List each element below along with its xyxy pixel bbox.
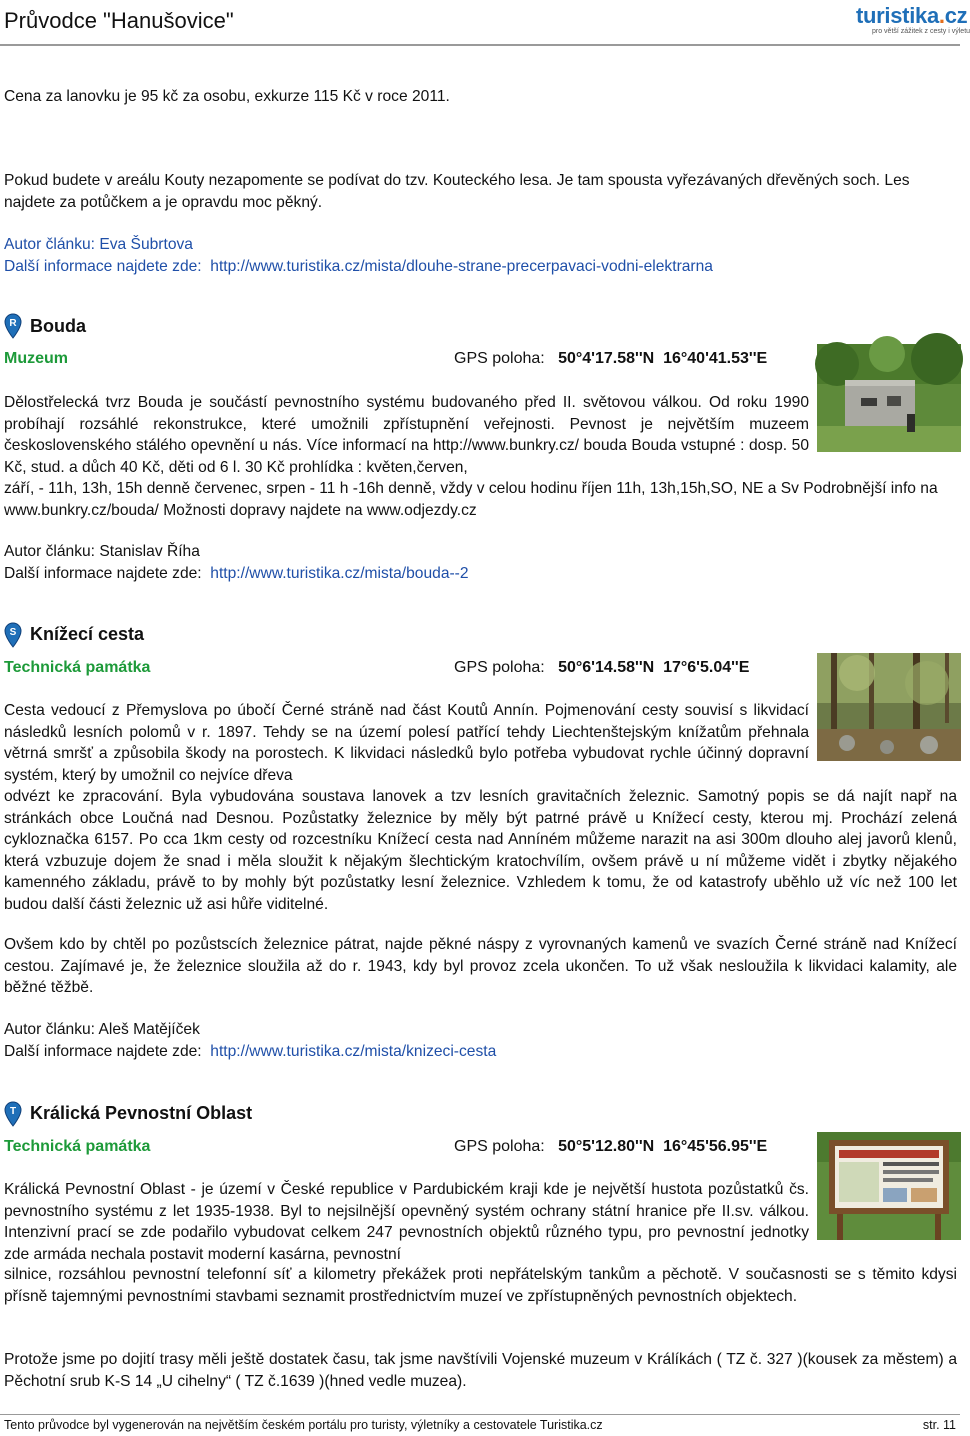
more-info-line <box>4 563 469 585</box>
footer-divider <box>0 1414 960 1415</box>
poi-title: Králická Pevnostní Oblast <box>30 1103 253 1123</box>
more-info-line <box>4 1041 496 1063</box>
kouty-tip: Pokud budete v areálu Kouty nezapomente se podívat do tzv. Kouteckého lesa. Je tam spousta vyřezávaných dřevěných soch. Les najdete za potůčkem a je opravdu moc pěkný. <box>4 172 910 211</box>
more-info-link[interactable]: http://www.turistika.cz/mista/dlouhe-strane-precerpavaci-vodni-elektrarna <box>210 258 713 275</box>
poi-description-2: Protože jsme po dojití trasy měli ještě dostatek času, tak jsme navštívili Vojenské muzeum v Králíkách ( TZ č. 327 )(kousek za městem) a Pěchotní srub K-S 14 „U cihelny“ ( TZ č.1639 )(hned vedle muzea). <box>4 1351 957 1390</box>
logo-wordmark: turistika.cz <box>856 3 968 28</box>
gps-position <box>454 1136 767 1158</box>
map-pin-icon <box>4 313 22 339</box>
map-pin-icon <box>4 1101 22 1127</box>
page-header <box>0 0 970 46</box>
poi-description-cont: září, - 11h, 13h, 15h denně červenec, srpen - 11 h -16h denně, vždy v celou hodinu říjen 11h, 13h,15h,SO, NE a Sv Podrobnější info na www.bunkry.cz/bouda/ Možnosti dopravy najdete na www.odjezdy.cz <box>4 480 938 519</box>
map-pin-icon <box>4 622 22 648</box>
poi-description-cont: odvézt ke zpracování. Byla vybudována soustava lanovek a tzv lesních gravitačních železnic. Samotný popis se dá najít např na stránkách obce Loučná nad Desnou. Pozůstatky železnice by měly být patrné právě u Knížecí cesty, kterou mj. Prochází zelená cykloznačka 6157. Po cca 1km cesty od rozcestníku Knížecí cesta nad Anníném můžeme narazit na asi 300m dlouho alej javorů klenů, která vzbuzuje dojem že snad i měla sloužit k nějakým šlechtickým kratochvílím, ovšem právě u ní můžeme vidět i zbytky nějakého kamenného základu, právě to by mohly být pozůstatky lesní železnice. Vzhledem k tomu, že od katastrofy uběhlo už víc než 100 let budou další části železnic už asi hůře viditelné. <box>4 788 957 913</box>
bunker-photo <box>817 344 961 452</box>
page-number: str. 11 <box>922 1418 956 1432</box>
poi-category: Technická památka <box>4 659 151 676</box>
header-divider <box>0 44 960 46</box>
more-info-link[interactable]: http://www.turistika.cz/mista/bouda--2 <box>210 565 469 582</box>
price-note: Cena za lanovku je 95 kč za osobu, exkurze 115 Kč v roce 2011. <box>4 88 450 105</box>
gps-label: GPS poloha: <box>454 350 545 367</box>
pin-letter: S <box>9 627 17 638</box>
more-info-link[interactable]: http://www.turistika.cz/mista/knizeci-cesta <box>210 1043 497 1060</box>
footer-note: Tento průvodce byl vygenerován na největším českém portálu pro turisty, výletníky a cestovatele Turistika.cz <box>4 1418 603 1432</box>
gps-latitude: 50°5'12.80''N <box>558 1138 655 1155</box>
gps-longitude: 17°6'5.04''E <box>663 659 750 676</box>
more-info-label: Další informace najdete zde: <box>4 565 202 582</box>
gps-label: GPS poloha: <box>454 1138 545 1155</box>
poi-author: Autor článku: Stanislav Říha <box>4 543 200 560</box>
gps-latitude: 50°4'17.58''N <box>558 350 655 367</box>
gps-latitude: 50°6'14.58''N <box>558 659 655 676</box>
poi-description-2: Ovšem kdo by chtěl po pozůstscích železnice pátrat, najde pěkné náspy z vyrovnaných kamenů ve svazích Černé stráně nad Knížecí cestou. Zajímavé je, že železnice sloužila až do r. 1943, kdy byl provoz zcela ukončen. To už však nesloužila k likvidaci kalamity, ale běžné těžbě. <box>4 936 957 996</box>
gps-longitude: 16°40'41.53''E <box>663 350 768 367</box>
more-info-line <box>4 256 713 278</box>
gps-position <box>454 348 767 370</box>
pin-letter: T <box>9 1106 17 1117</box>
author-line: Autor článku: Eva Šubrtova <box>4 236 193 253</box>
gps-label: GPS poloha: <box>454 659 545 676</box>
info-board-photo <box>817 1132 961 1240</box>
poi-author: Autor článku: Aleš Matějíček <box>4 1021 200 1038</box>
gps-longitude: 16°45'56.95''E <box>663 1138 768 1155</box>
poi-description: Dělostřelecká tvrz Bouda je součástí pevnostního systému budovaného před II. světovou válkou. Od roku 1990 probíhají rozsáhlé rekonstrukce, které umožnili zpřístupnění veřejnosti. Pevnost je největším muzeem československého stálého opevnění u nás. Více informací na http://www.bunkry.cz/ bouda Bouda vstupné : dosp. 50 Kč, stud. a důch 40 Kč, děti od 6 l. 30 Kč prohlídka : květen,červen, <box>4 394 809 476</box>
poi-category: Muzeum <box>4 350 68 367</box>
poi-title: Knížecí cesta <box>30 624 145 644</box>
logo-tagline: pro větší zážitek z cesty i výletu <box>872 28 970 35</box>
gps-position <box>454 657 749 679</box>
more-info-label: Další informace najdete zde: <box>4 1043 202 1060</box>
forest-photo <box>817 653 961 761</box>
pin-letter: R <box>9 318 17 329</box>
poi-title: Bouda <box>30 316 86 336</box>
poi-description: Cesta vedoucí z Přemyslova po úbočí Černé stráně nad část Koutů Annín. Pojmenování cesty souvisí s likvidací následků lesních polomů v r. 1897. Tehdy se na území polesí patřící tehdy Liechtenštejským knížatům přehnala větrná smršť a způsobila škody na porostech. K likvidaci následků bylo potřeba vybudovat rychle účinný dopravní systém, který by umožnil co nejvíce dřeva <box>4 702 809 784</box>
guide-title: Průvodce "Hanušovice" <box>4 8 234 33</box>
poi-description: Králická Pevnostní Oblast - je území v České republice v Pardubickém kraji kde je největší hustota pozůstatků čs. pevnostního systému z let 1935-1938. Byl to nejsilnější opevněný systém ochrany státní hranice pře II.sv. válkou. Intenzivní prací se zde podařilo vybudovat celkem 247 pevnostních objektů různého typu, pro pevnostní jednotky zde armáda nechala postavit moderní kasárna, pevnostní <box>4 1181 809 1263</box>
turistika-logo[interactable] <box>856 3 970 40</box>
poi-description-cont: silnice, rozsáhlou pevnostní telefonní síť a kilometry překážek proti nepřátelským tankům a pěchotě. V současnosti se s těmito kdysi přísně tajemnými pevnostními stavbami seznamit prostřednictvím muzeí ve zpřístupněných pevnostních objektech. <box>4 1266 957 1305</box>
poi-category: Technická památka <box>4 1138 151 1155</box>
more-info-label: Další informace najdete zde: <box>4 258 202 275</box>
